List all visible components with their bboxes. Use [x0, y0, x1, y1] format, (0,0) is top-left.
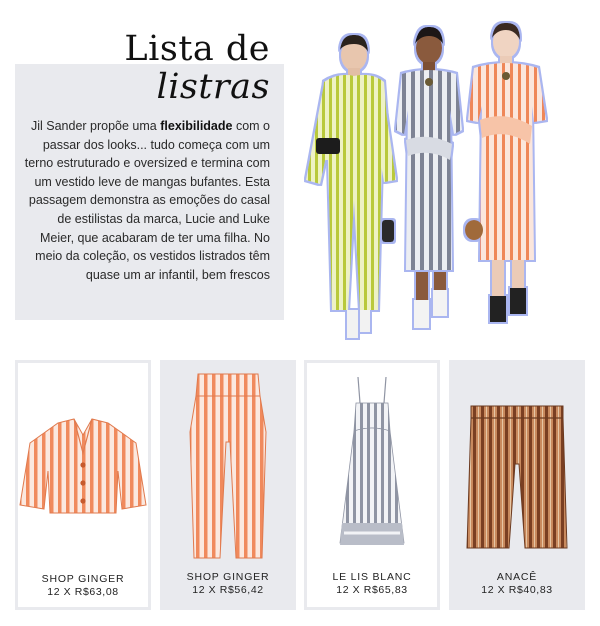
- product-brand: LE LIS BLANC: [332, 571, 412, 583]
- product-price: 12 X R$63,08: [47, 586, 119, 598]
- body-text-rest: com o passar dos looks... tudo começa com um terno estruturado e oversized e termina com um vestido leve de mangas bufantes. Esta passagem demonstra as emoções do casal de estilistas da marca, Lucie and Luke Meier, que acabaram de ter uma filha. No meio da coleção, os vestidos listrados têm quase um ar infantil, bem frescos: [24, 119, 270, 282]
- article-title: [120, 30, 270, 106]
- striped-shorts-icon: [465, 404, 569, 552]
- product-price: 12 X R$65,83: [336, 584, 408, 596]
- striped-dress-icon: [332, 373, 412, 563]
- model-yellow-suit: [306, 35, 396, 338]
- title-line-2: listras: [156, 67, 270, 107]
- product-price: 12 X R$56,42: [192, 584, 264, 596]
- product-card-1[interactable]: [15, 360, 151, 610]
- product-brand: SHOP GINGER: [41, 573, 125, 585]
- title-line-1: Lista de: [124, 29, 270, 69]
- product-card-3[interactable]: [304, 360, 440, 610]
- product-card-2[interactable]: [160, 360, 296, 610]
- article-body: [24, 117, 270, 284]
- runway-photo: [294, 10, 556, 350]
- model-gray-dress: [396, 27, 462, 328]
- striped-cropped-jacket-icon: [18, 413, 148, 523]
- product-brand: SHOP GINGER: [186, 571, 270, 583]
- striped-trousers-icon: [188, 372, 268, 562]
- body-bold-word: flexibilidade: [160, 119, 233, 133]
- product-brand: ANACÊ: [496, 571, 538, 583]
- product-card-4[interactable]: [449, 360, 585, 610]
- model-orange-dress: [465, 23, 546, 322]
- product-price: 12 X R$40,83: [481, 584, 553, 596]
- body-text-start: Jil Sander propõe uma: [30, 119, 161, 133]
